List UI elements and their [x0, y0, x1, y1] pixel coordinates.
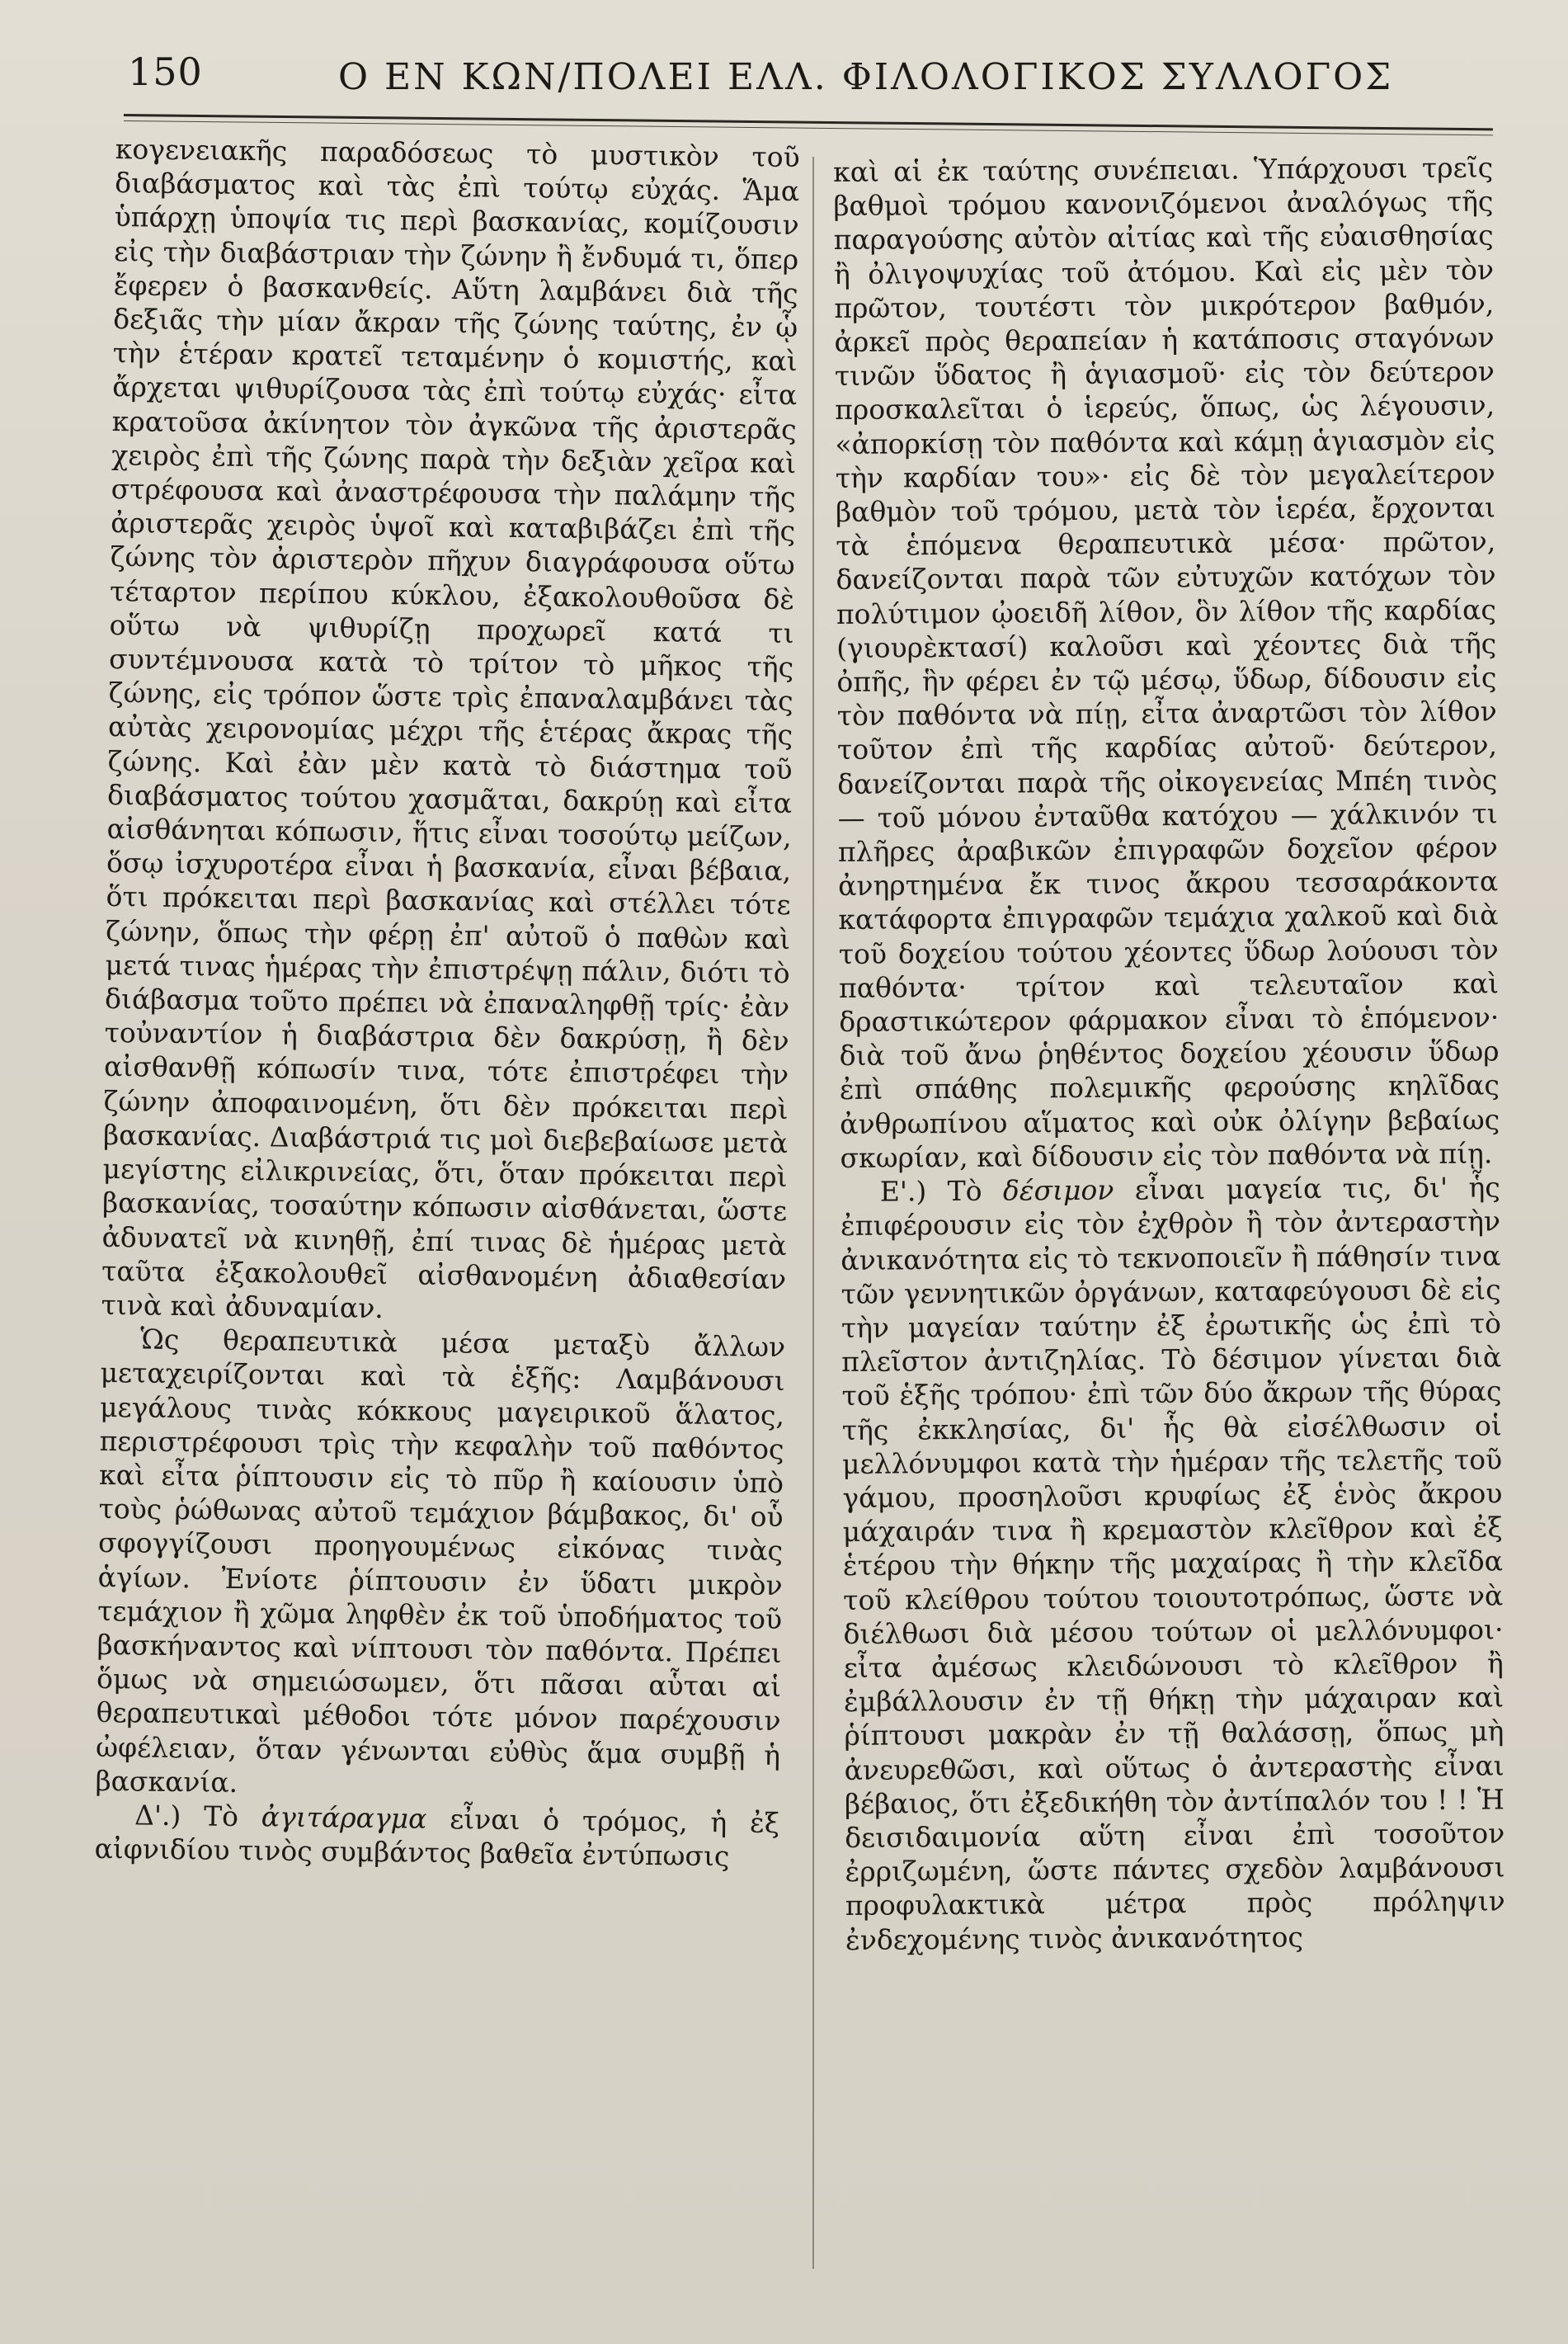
section-d-text: εἶναι ὁ τρόμος, ἡ ἐξ αἰφνιδίου τινὸς συμβάντος βαθεῖα ἐντύπωσις — [94, 1803, 780, 1873]
right-paragraph-1: καὶ αἱ ἐκ ταύτης συνέπειαι. Ὑπάρχουσι τρεῖς βαθμοὶ τρόμου κανονιζόμενοι ἀναλόγως τῆς παραγούσης αὐτὸν αἰτίας καὶ τῆς εὐαισθησίας ἢ ὀλιγοψυχίας τοῦ ἀτόμου. Καὶ εἰς μὲν τὸν πρῶτον, τουτέστι τὸν μικρότερον βαθμόν, ἀρκεῖ πρὸς θεραπείαν ἡ κατάποσις σταγόνων τινῶν ὕδατος ἢ ἁγιασμοῦ· εἰς τὸν δεύτερον προσκαλεῖται ὁ ἱερεύς, ὅπως, ὡς λέγουσιν, «ἀπορκίσῃ τὸν παθόντα καὶ κάμῃ ἁγιασμὸν εἰς τὴν καρδίαν του»· εἰς δὲ τὸν μεγαλείτερον βαθμὸν τοῦ τρόμου, μετὰ τὸν ἱερέα, ἔρχονται τὰ ἑπόμενα θεραπευτικὰ μέσα· πρῶτον, δανείζονται παρὰ τῶν εὐτυχῶν κατόχων τὸν πολύτιμον ᾠοειδῆ λίθον, ὃν λίθον τῆς καρδίας (γιουρὲκτασί) καλοῦσι καὶ χέοντες διὰ τῆς ὀπῆς, ἣν φέρει ἐν τῷ μέσῳ, ὕδωρ, δίδουσιν εἰς τὸν παθόντα νὰ πίῃ, εἶτα ἀναρτῶσι τὸν λίθον τοῦτον ἐπὶ τῆς καρδίας αὐτοῦ· δεύτερον, δανείζονται παρὰ τῆς οἰκογενείας Μπέη τινὸς — τοῦ μόνου ἐνταῦθα κατόχου — χάλκινόν τι πλῆρες ἀραβικῶν ἐπιγραφῶν δοχεῖον φέρον ἀνηρτημένα ἔκ τινος ἄκρου τεσσαράκοντα κατάφορτα ἐπιγραφῶν τεμάχια χαλκοῦ καὶ διὰ τοῦ δοχείου τούτου χέοντες ὕδωρ λούουσι τὸν παθόντα· τρίτον καὶ τελευταῖον καὶ δραστικώτερον φάρμακον εἶναι τὸ ἑπόμενον· διὰ τοῦ ἄνω ῥηθέντος δοχείου χέουσιν ὕδωρ ἐπὶ σπάθης πολεμικῆς φερούσης κηλῖδας ἀνθρωπίνου αἵματος καὶ οὐκ ὀλίγην βεβαίως σκωρίαν, καὶ δίδουσιν εἰς τὸν παθόντα νὰ πίῃ. — [833, 151, 1500, 1174]
right-column — [833, 150, 1505, 1956]
page-number: 150 — [128, 50, 203, 94]
running-title: Ο ΕΝ ΚΩΝ/ΠΟΛΕΙ ΕΛΛ. ΦΙΛΟΛΟΓΙΚΟΣ ΣΥΛΛΟΓΟΣ — [338, 56, 1394, 98]
section-d-lead: Δ'.) Τὸ — [134, 1799, 239, 1832]
left-paragraph-2: Ὡς θεραπευτικὰ μέσα μεταξὺ ἄλλων μεταχειρίζονται καὶ τὰ ἑξῆς: Λαμβάνουσι μεγάλους τινὰς κόκκους μαγειρικοῦ ἅλατος, περιστρέφουσι τρὶς τὴν κεφαλὴν τοῦ παθόντος καὶ εἶτα ῥίπτουσιν εἰς τὸ πῦρ ἢ καίουσιν ὑπὸ τοὺς ῥώθωνας αὐτοῦ τεμάχιον βάμβακος, δι' οὗ σφογγίζουσι προηγουμένως εἰκόνας τινὰς ἁγίων. Ἐνίοτε ῥίπτουσιν ἐν ὕδατι μικρὸν τεμάχιον ἢ χῶμα ληφθὲν ἐκ τοῦ ὑποδήματος τοῦ βασκήναντος καὶ νίπτουσι τὸν παθόντα. Πρέπει ὅμως νὰ σημειώσωμεν, ὅτι πᾶσαι αὗται αἱ θεραπευτικαὶ μέθοδοι τότε μόνον παρέχουσιν ὠφέλειαν, ὅταν γένωνται εὐθὺς ἅμα συμβῇ ἡ βασκανία. — [95, 1323, 786, 1799]
section-e-lead: Ε'.) Τὸ — [879, 1174, 982, 1208]
left-paragraph-1: κογενειακῆς παραδόσεως τὸ μυστικὸν τοῦ διαβάσματος καὶ τὰς ἐπὶ τούτῳ εὐχάς. Ἅμα ὑπάρχῃ ὑποψία τις περὶ βασκανίας, κομίζουσιν εἰς τὴν διαβάστριαν τὴν ζώνην ἢ ἔνδυμά τι, ὅπερ ἔφερεν ὁ βασκανθείς. Αὕτη λαμβάνει διὰ τῆς δεξιᾶς τὴν μίαν ἄκραν τῆς ζώνης ταύτης, ἐν ᾧ τὴν ἑτέραν κρατεῖ τεταμένην ὁ κομιστής, καὶ ἄρχεται ψιθυρίζουσα τὰς ἐπὶ τούτῳ εὐχάς· εἶτα κρατοῦσα ἀκίνητον τὸν ἀγκῶνα τῆς ἀριστερᾶς χειρὸς ἐπὶ τῆς ζώνης παρὰ τὴν δεξιὰν χεῖρα καὶ στρέφουσα καὶ ἀναστρέφουσα τὴν παλάμην τῆς ἀριστερᾶς χειρὸς ὑψοῖ καὶ καταβιβάζει ἐπὶ τῆς ζώνης τὸν ἀριστερὸν πῆχυν διαγράφουσα οὕτω τέταρτον περίπου κύκλου, ἐξακολουθοῦσα δὲ οὕτω νὰ ψιθυρίζῃ προχωρεῖ κατά τι συντέμνουσα κατὰ τὸ τρίτον τὸ μῆκος τῆς ζώνης, εἰς τρόπον ὥστε τρὶς ἐπαναλαμβάνει τὰς αὐτὰς χειρονομίας μέχρι τῆς ἑτέρας ἄκρας τῆς ζώνης. Καὶ ἐὰν μὲν κατὰ τὸ διάστημα τοῦ διαβάσματος τούτου χασμᾶται, δακρύῃ καὶ εἶτα αἰσθάνηται κόπωσιν, ἥτις εἶναι τοσούτῳ μείζων, ὅσῳ ἰσχυροτέρα εἶναι ἡ βασκανία, εἶναι βέβαια, ὅτι πρόκειται περὶ βασκανίας καὶ στέλλει τότε ζώνην, ὅπως τὴν φέρῃ ἐπ' αὐτοῦ ὁ παθὼν καὶ μετά τινας ἡμέρας τὴν ἐπιστρέψῃ πάλιν, διότι τὸ διάβασμα τοῦτο πρέπει νὰ ἐπαναληφθῇ τρίς· ἐὰν τοὐναντίον ἡ διαβάστρια δὲν δακρύσῃ, ἢ δὲν αἰσθανθῇ κόπωσίν τινα, τότε ἐπιστρέφει τὴν ζώνην ἀποφαινομένη, ὅτι δὲν πρόκειται περὶ βασκανίας. Διαβάστριά τις μοὶ διεβεβαίωσε μετὰ μεγίστης εἰλικρινείας, ὅτι, ὅταν πρόκειται περὶ βασκανίας, τοσαύτην κόπωσιν αἰσθάνεται, ὥστε ἀδυνατεῖ νὰ κινηθῇ, ἐπί τινας δὲ ἡμέρας μετὰ ταῦτα ἐξακολουθεῖ αἰσθανομένη ἀδιαθεσίαν τινὰ καὶ ἀδυναμίαν. — [101, 132, 800, 1324]
left-column — [94, 132, 800, 1874]
section-d-term: ἀγιτάραγμα — [261, 1800, 427, 1835]
section-e-term: δέσιμον — [1002, 1173, 1114, 1207]
section-e-text: εἶναι μαγεία τις, δι' ἧς ἐπιφέρουσιν εἰς τὸν ἐχθρὸν ἢ τὸν ἀντεραστὴν ἀνικανότητα εἰς τὸ τεκνοποιεῖν ἢ πάθησίν τινα τῶν γεννητικῶν ὀργάνων, καταφεύγουσι δὲ εἰς τὴν μαγείαν ταύτην ἐξ ἐρωτικῆς ὡς ἐπὶ τὸ πλεῖστον ἀντιζηλίας. Τὸ δέσιμον γίνεται διὰ τοῦ ἑξῆς τρόπου· ἐπὶ τῶν δύο ἄκρων τῆς θύρας τῆς ἐκκλησίας, δι' ἧς θὰ εἰσέλθωσιν οἱ μελλόνυμφοι κατὰ τὴν ἡμέραν τῆς τελετῆς τοῦ γάμου, προσηλοῦσι κρυφίως ἐξ ἑνὸς ἄκρου μάχαιράν τινα ἢ κρεμαστὸν κλεῖθρον καὶ ἐξ ἑτέρου τὴν θήκην τῆς μαχαίρας ἢ τὴν κλεῖδα τοῦ κλείθρου τούτου τοιουτοτρόπως, ὥστε νὰ διέλθωσι διὰ μέσου τούτων οἱ μελλόνυμφοι· εἶτα ἀμέσως κλειδώνουσι τὸ κλεῖθρον ἢ ἐμβάλλουσιν ἐν τῇ θήκῃ τὴν μάχαιραν καὶ ῥίπτουσι μακρὰν ἐν τῇ θαλάσσῃ, ὅπως μὴ ἀνευρεθῶσι, καὶ οὕτως ὁ ἀντεραστὴς εἶναι βέβαιος, ὅτι ἐξεδικήθη τὸν ἀντίπαλόν του ! ! Ἡ δεισιδαιμονία αὕτη εἶναι ἐπὶ τοσοῦτον ἐρριζωμένη, ὥστε πάντες σχεδὸν λαμβάνουσι προφυλακτικὰ μέτρα πρὸς πρόληψιν ἐνδεχομένης τινὸς ἀνικανότητος — [840, 1171, 1505, 1956]
column-divider — [812, 157, 814, 2269]
section-d-paragraph — [94, 1798, 779, 1875]
section-e-paragraph — [841, 1170, 1506, 1956]
page-header — [128, 40, 1394, 106]
